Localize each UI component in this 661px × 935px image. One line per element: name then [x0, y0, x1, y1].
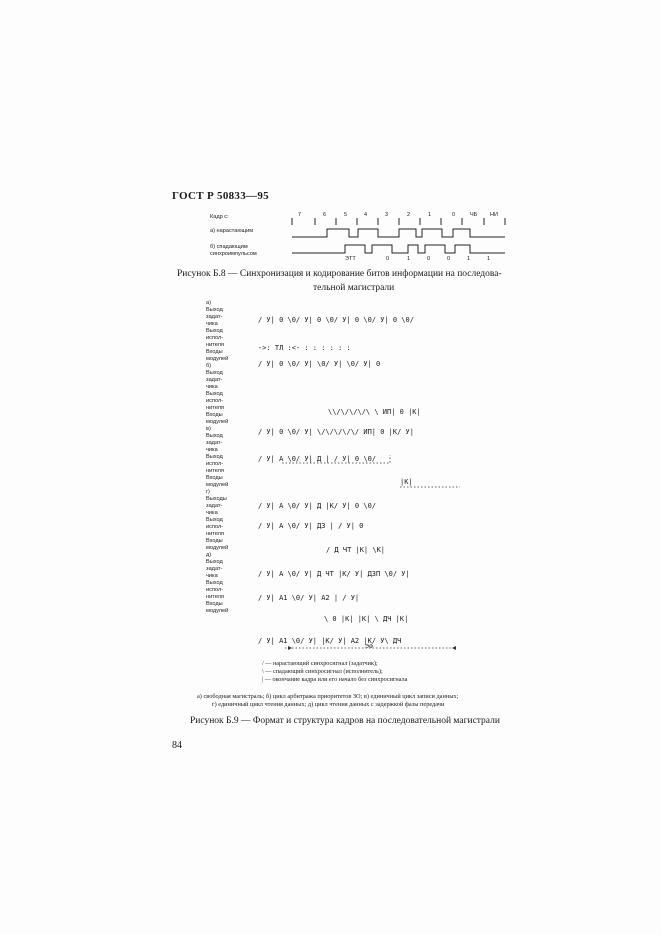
bit-value: 0 [427, 256, 431, 262]
bit-value: 1 [487, 256, 491, 262]
frame-number: 1 [428, 212, 432, 218]
frame-row: / У| А \0/ У| ДЗ | / У| 0 [258, 522, 364, 530]
frame-row: ->: ТЛ :<- : : : : : : [258, 344, 351, 352]
fig-b8-label-rising: а) нарастающим [210, 228, 254, 234]
frame-row: / У| А1 \0/ У| |К/ У| А2 |К/ У\ ДЧ [258, 637, 402, 645]
frame-row: / Д ЧТ |К| \К| [326, 546, 386, 554]
fig-b8-label-frame: Кадр с: [210, 214, 229, 220]
frame-row: |К| [400, 478, 413, 486]
figure-b8-caption: Рисунок Б.8 — Синхронизация и кодирование битов информации на последова- [177, 269, 502, 279]
bit-value: 1 [407, 256, 411, 262]
frame-row: / У| А \0/ У| Д ЧТ |К/ У| ДЗП \0/ У| [258, 570, 410, 578]
standard-code: ГОСТ Р 50833—95 [172, 190, 269, 202]
page-number: 84 [172, 740, 182, 751]
bit-value: 0 [447, 256, 451, 262]
frame-number: 5 [344, 212, 348, 218]
frame-number: 2 [407, 212, 411, 218]
frame-row: \ 0 |К| |К| \ ДЧ |К| [324, 615, 409, 623]
bit-label: ЭТТ [345, 256, 356, 262]
frame-row: / У| 0 \0/ У| 0 \0/ У| 0 \0/ У| 0 \0/ [258, 316, 414, 324]
frame-row: \\/\/\/\/\ \ ИП| 0 |К| [328, 408, 421, 416]
bit-value: 1 [467, 256, 471, 262]
frame-number: 3 [385, 212, 389, 218]
frame-number: НИ [490, 212, 498, 218]
frame-number: 4 [364, 212, 368, 218]
frame-row: / У| А \0/ У| Д |К/ У| 0 \0/ [258, 502, 377, 510]
figure-b9-caption: Рисунок Б.9 — Формат и структура кадров на последовательной магистрали [190, 716, 500, 726]
fig-b9-notes: а) свободная магистраль; б) цикл арбитража приоритетов ЗО; в) единичный цикл записи данных; г) единичный цикл чтения данных; д) цикл чтения данных с задержкой фазы передачи [197, 693, 459, 708]
frame-number: 0 [452, 212, 456, 218]
frame-number: 6 [323, 212, 327, 218]
frame-row: / У| 0 \0/ У| \0/ У| \0/ У| 0 [258, 360, 381, 368]
frame-number: 7 [298, 212, 302, 218]
fig-b9-row-labels: а) Выход задат- чика Выход испол- нителя Входы модулей б) Выход задат- чика Выход испол- нителя Входы модулей в) Выход задат- чика Выход испол- нителя Входы модулей г) Выходы задат- чика Выход испол- нителя Входы модулей д) Выход задат- чика Выход испол- нителя Входы модулей [206, 300, 229, 614]
frame-row: / У| А \0/ У| Д | / У| 0 \0/ [258, 455, 377, 463]
bit-value: 0 [386, 256, 390, 262]
fig-b9-legend: / — нарастающий синхросигнал (задатчик); \ — спадающий синхросигнал (исполнитель); | — окончание кадра или его начало без синхросигнала [262, 660, 408, 683]
frame-row: / У| А1 \0/ У| А2 | / У| [258, 594, 360, 602]
frame-number: ЧБ [470, 212, 478, 218]
figure-b8-caption-cont: тельной магистрали [313, 283, 395, 293]
fig-b8-label-falling: б) спадающим [210, 244, 248, 250]
frame-row: / У| 0 \0/ У| \/\/\/\/\/ ИП| 0 |К/ У| [258, 428, 414, 436]
fig-b8-label-sync: синхроимпульсом [210, 251, 257, 257]
eff-annotation: ЭФ [365, 644, 374, 650]
